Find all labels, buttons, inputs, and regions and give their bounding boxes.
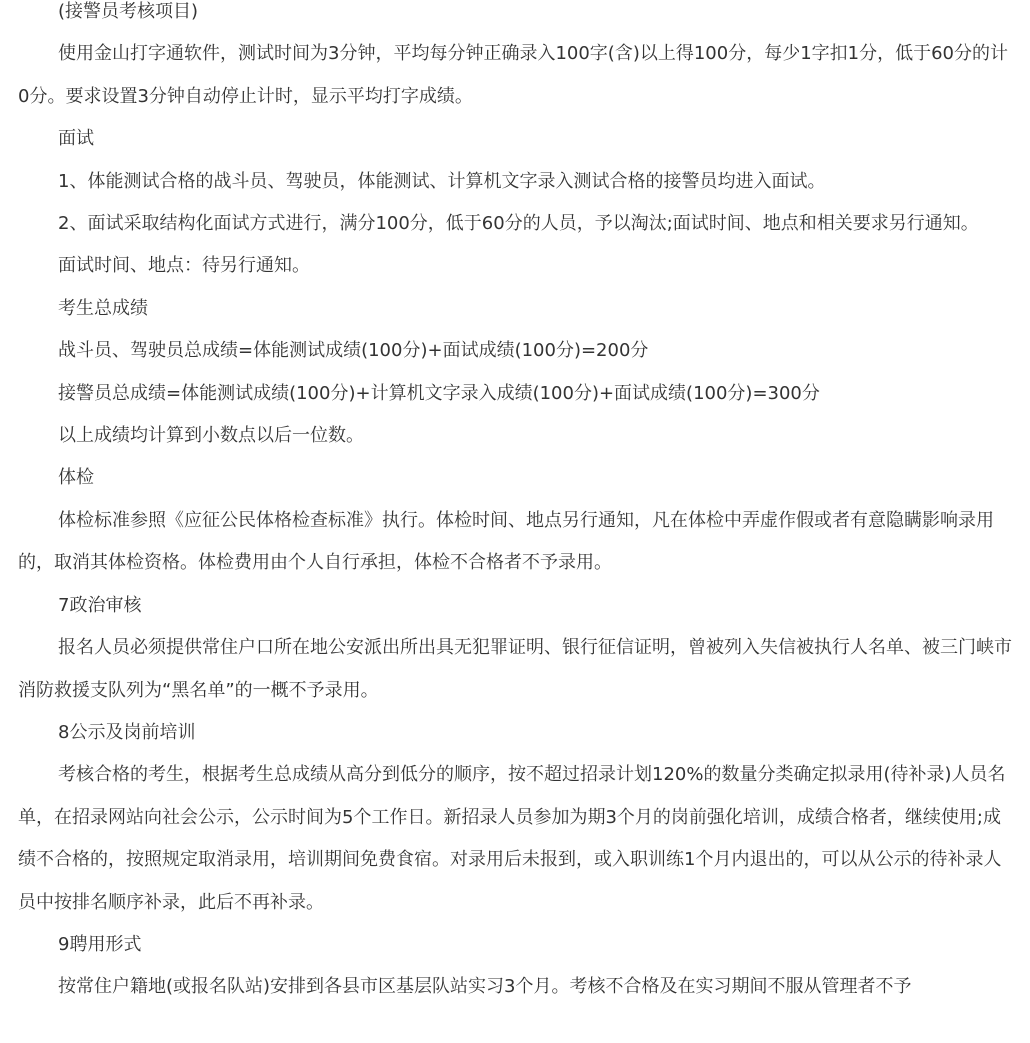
paragraph-fighter-driver-score: 战斗员、驾驶员总成绩=体能测试成绩(100分)+面试成绩(100分)=200分 (58, 340, 649, 362)
paragraph-physical-exam: 体检标准参照《应征公民体格检查标准》执行。体检时间、地点另行通知，凡在体检中弄虚作假或者有意隐瞒影响录用的，取消其体检资格。体检费用由个人自行承担，体检不合格者不予录用。 (18, 509, 994, 574)
paragraph-employment-form: 按常住户籍地(或报名队站)安排到各县市区基层队站实习3个月。考核不合格及在实习期间不服从管理者不予 (58, 976, 912, 998)
paragraph-interview-method: 2、面试采取结构化面试方式进行，满分100分，低于60分的人员，予以淘汰;面试时间、地点和相关要求另行通知。 (58, 213, 979, 235)
section-heading-publicity-training: 8公示及岗前培训 (58, 721, 196, 743)
paragraph-publicity-training: 考核合格的考生，根据考生总成绩从高分到低分的顺序，按不超过招录计划120%的数量分类确定拟录用(待补录)人员名单，在招录网站向社会公示，公示时间为5个工作日。新招录人员参加为期3个月的岗前强化培训，成绩合格者，继续使用;成绩不合格的，按照规定取消录用，培训期间免费食宿。对录用后未报到，或入职训练1个月内退出的，可以从公示的待补录人员中按排名顺序补录，此后不再补录。 (18, 764, 1006, 913)
article-body (18, 0, 1018, 1009)
paragraph-interview-eligibility: 1、体能测试合格的战斗员、驾驶员，体能测试、计算机文字录入测试合格的接警员均进入面试。 (58, 170, 826, 192)
paragraph-interview-time-place: 面试时间、地点：待另行通知。 (58, 255, 310, 277)
section-heading-total-score: 考生总成绩 (58, 297, 148, 319)
section-heading-interview: 面试 (58, 128, 94, 150)
section-heading-political-review: 7政治审核 (58, 594, 142, 616)
section-heading-dispatcher-assessment: (接警员考核项目) (58, 1, 199, 22)
section-heading-physical-exam: 体检 (58, 467, 94, 489)
paragraph-political-review: 报名人员必须提供常住户口所在地公安派出所出具无犯罪证明、银行征信证明，曾被列入失信被执行人名单、被三门峡市消防救援支队列为“黑名单”的一概不予录用。 (18, 637, 1012, 701)
section-heading-employment-form: 9聘用形式 (58, 933, 142, 955)
paragraph-score-precision: 以上成绩均计算到小数点以后一位数。 (58, 425, 364, 447)
paragraph-typing-test: 使用金山打字通软件，测试时间为3分钟，平均每分钟正确录入100字(含)以上得100分，每少1字扣1分，低于60分的计0分。要求设置3分钟自动停止计时，显示平均打字成绩。 (18, 43, 1009, 107)
paragraph-dispatcher-score: 接警员总成绩=体能测试成绩(100分)+计算机文字录入成绩(100分)+面试成绩(100分)=300分 (58, 382, 820, 404)
